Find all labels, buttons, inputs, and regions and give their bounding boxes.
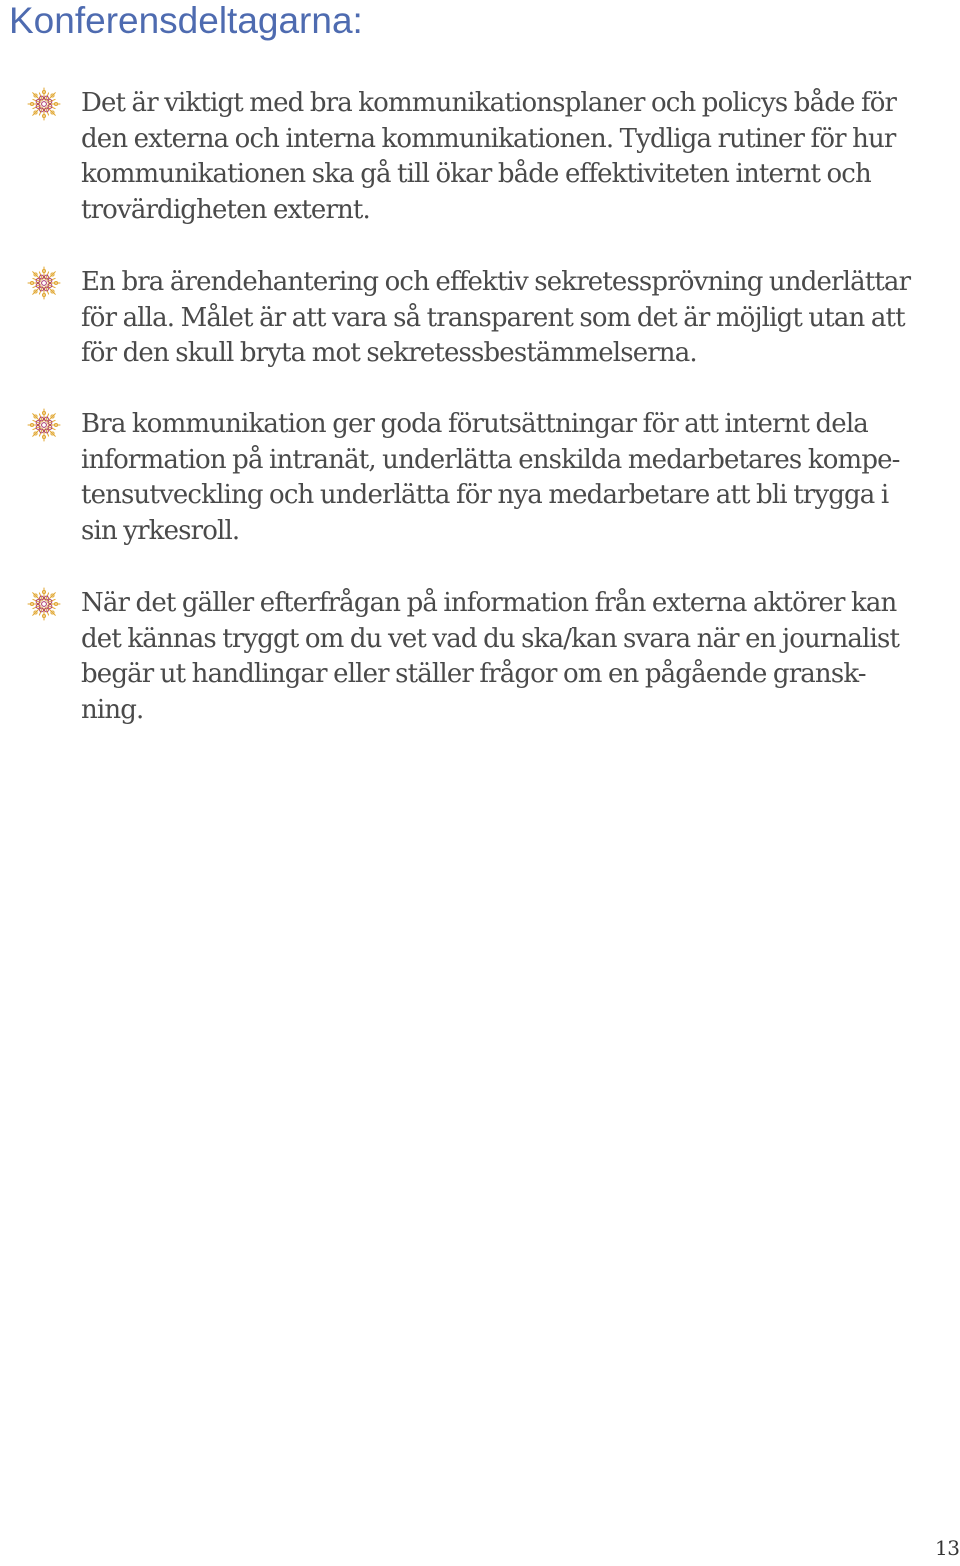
text-line: det kännas tryggt om du vet vad du ska/kan svara när en journalist (81, 623, 900, 654)
text-line: begär ut handlingar eller ställer frågor om en pågående gransk- (81, 659, 866, 690)
text-line: för den skull bryta mot sekretessbestämmelserna. (81, 338, 697, 369)
text-line: tensutveckling och underlätta för nya medarbetare att bli trygga i (81, 480, 889, 511)
text-line: information på intranät, underlätta enskilda medarbetares kompe- (81, 444, 900, 475)
text-line: den externa och interna kommunikationen. Tydliga rutiner för hur (81, 123, 896, 154)
text-line: Bra kommunikation ger goda förutsättningar för att internt dela (81, 409, 868, 439)
text-line: trovärdigheten externt. (81, 195, 370, 226)
text-line: Det är viktigt med bra kommunikationsplaner och policys både för (81, 88, 897, 118)
text-line: När det gäller efterfrågan på information från externa aktörer kan (81, 588, 897, 618)
text-line: för alla. Målet är att vara så transparent som det är möjligt utan att (81, 302, 905, 333)
text-line: En bra ärendehantering och effektiv sekretessprövning underlättar (81, 267, 911, 297)
text-line: ning. (81, 695, 144, 726)
bullet-text (81, 86, 956, 229)
text-line: kommunikationen ska gå till ökar både effektiviteten internt och (81, 159, 871, 190)
bullet-text (81, 586, 956, 729)
sun-burst-icon (26, 586, 62, 622)
page-number: 13 (935, 1536, 960, 1560)
bullet-text (81, 265, 956, 372)
sun-burst-icon (26, 86, 62, 122)
sun-burst-icon (26, 265, 62, 301)
text-line: sin yrkesroll. (81, 516, 240, 547)
page-title: Konferensdeltagarna: (9, 0, 363, 41)
sun-burst-icon (26, 407, 62, 443)
bullet-text (81, 407, 956, 550)
